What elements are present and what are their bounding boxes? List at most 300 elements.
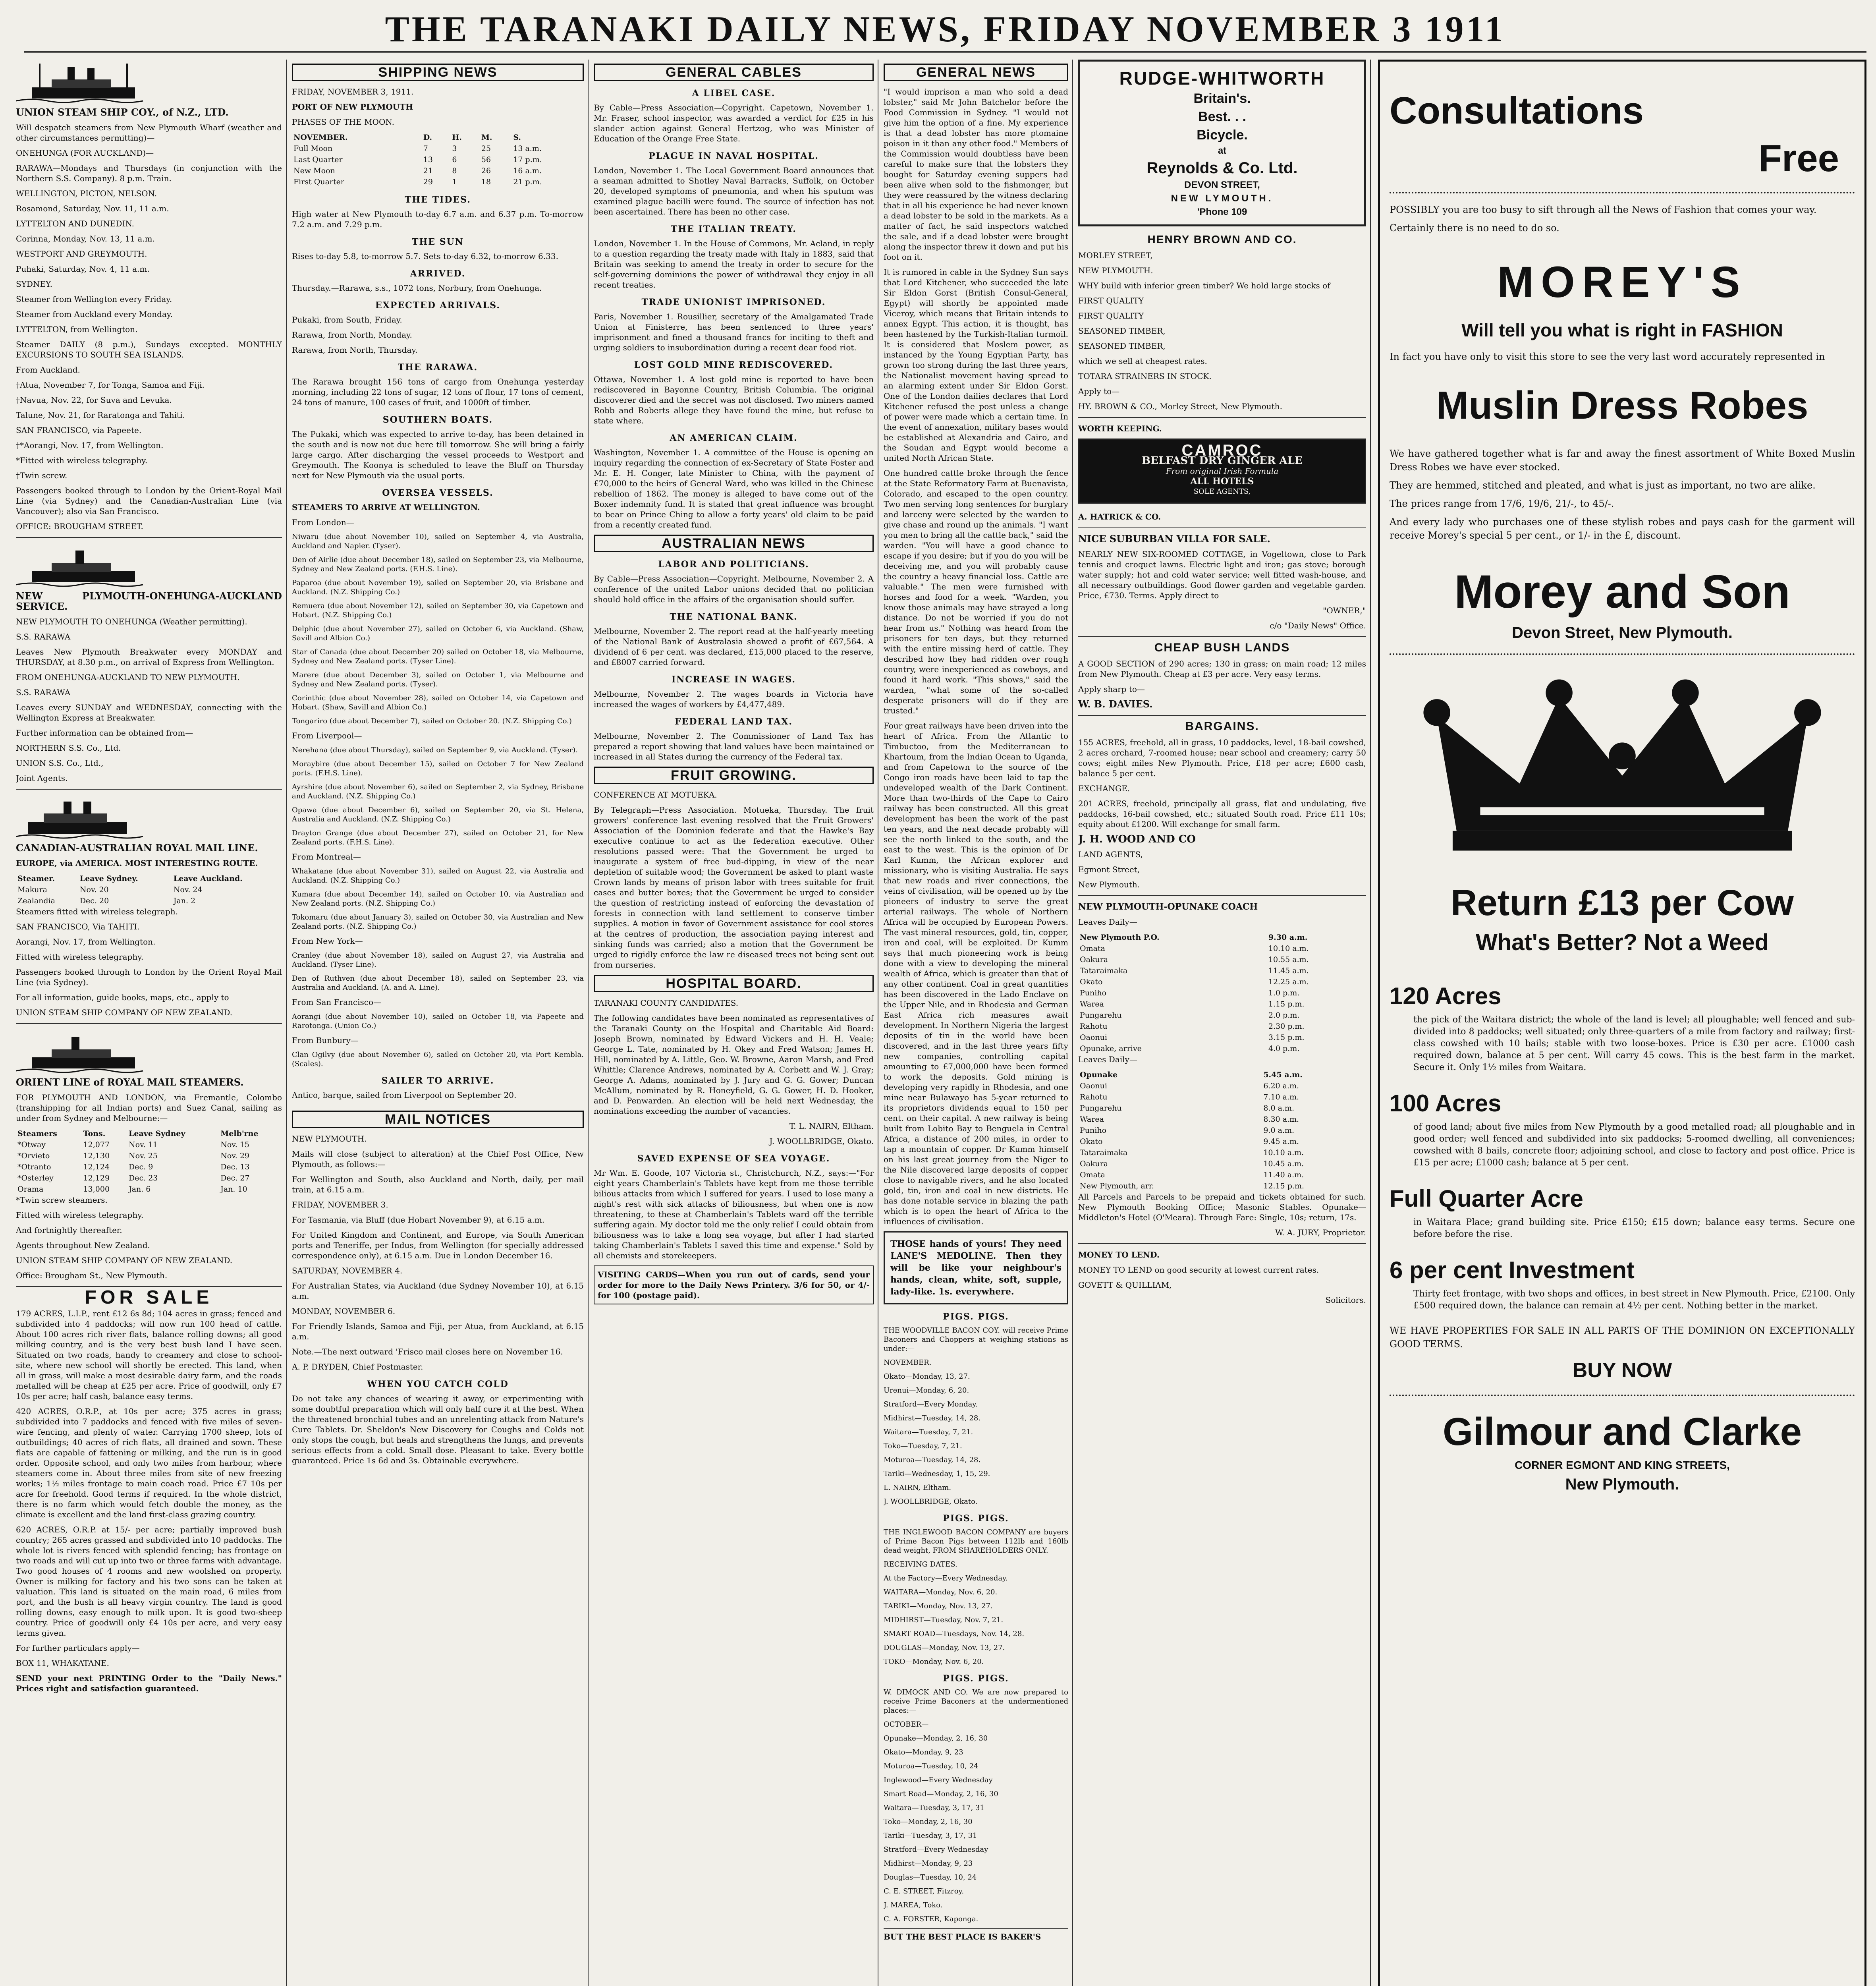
canadian-title: CANADIAN-AUSTRALIAN ROYAL MAIL LINE. — [16, 842, 258, 854]
table-cell: New Plymouth, arr. — [1080, 1182, 1154, 1190]
pigs-line: Okato—Monday, 13, 27. — [884, 1372, 970, 1381]
mail-text — [292, 1149, 584, 1372]
from-liverpool: From Liverpool— — [292, 731, 362, 740]
pigs-line: MIDHIRST—Tuesday, Nov. 7, 21. — [884, 1616, 1004, 1624]
table-cell: 10.55 a.m. — [1268, 955, 1309, 964]
coach-proprietor: W. A. JURY, Proprietor. — [1275, 1228, 1366, 1237]
orient-text — [16, 1195, 282, 1281]
route-line: OFFICE: BROUGHAM STREET. — [16, 522, 143, 531]
table-cell: 12,077 — [83, 1140, 110, 1149]
morey-and-son: Morey and Son — [1454, 566, 1790, 618]
service-line: SAN FRANCISCO, Via TAHITI. — [16, 922, 140, 931]
table-row — [1078, 1080, 1366, 1092]
table-cell: Nov. 15 — [220, 1140, 250, 1149]
table-cell: Jan. 6 — [129, 1185, 151, 1194]
vessel-line: Ayrshire (due about November 6), sailed on September 2, via Sydney, Brisbane and Auckland. (N.Z. Shipping Co.) — [292, 783, 584, 800]
hospital-text: The following candidates have been nominated as representatives of the Taranaki County on the Hospital and Charitable Aid Board: Joseph Brown, nominated by Edward Vickers and H. H. Veale; George L. Tate, nominated by H. Okey and Fred Watson; James H. Hill, nominated by A. Little, Geo. W. Browne, Aaron Marsh, and Fred Whittle; Clarence Andrews, nominated by A. Corbett and W. J. Gray; George A. Adams, nominated by J. Jury and G. G. Gower; Duncan McAllum, nominated by R. Honeyfield, G. G. Gower, H. D. Hooker, and D. Penwarden. An election will be held next Wednesday, the nominations exceeding the number of vacancies. — [594, 1013, 874, 1116]
divider — [16, 1023, 282, 1024]
table-cell: New Plymouth P.O. — [1080, 933, 1160, 942]
for-sale-title: FOR SALE — [85, 1287, 213, 1308]
morey-gilmour-ad-column — [1378, 60, 1866, 1986]
pigs-line: DOUGLAS—Monday, Nov. 13, 27. — [884, 1644, 1005, 1652]
route-line: RARAWA—Mondays and Thursdays (in conjunction with the Northern S.S. Company). 8 p.m. Train. — [16, 163, 282, 183]
acres-120-title: 120 Acres — [1390, 983, 1502, 1009]
table-cell: Dec. 13 — [220, 1163, 250, 1171]
vessel-line: Cranley (due about November 18), sailed on August 27, via Australia and Auckland. (Tyser Line). — [292, 951, 584, 969]
brown-address: MORLEY STREET, — [1078, 251, 1153, 260]
table-cell: 12,130 — [83, 1151, 110, 1160]
coach-title: NEW PLYMOUTH-OPUNAKE COACH — [1078, 902, 1258, 912]
nominator-2: J. WOOLLBRIDGE, Okato. — [769, 1136, 874, 1146]
table-cell: First Quarter — [293, 178, 344, 186]
morey-address: Devon Street, New Plymouth. — [1512, 624, 1733, 641]
divider — [1390, 1395, 1855, 1396]
brown-title: HENRY BROWN AND CO. — [1147, 233, 1297, 245]
steamship-icon — [16, 1030, 282, 1077]
rudge-line: Best. . . — [1198, 109, 1246, 124]
article-body: Paris, November 1. Rousillier, secretary of the Amalgamated Trade Union at Finisterre, has been sentenced to three years' imprisonment and fined a thousand francs for inciting to theft and urging soldiers to insubordination during a recent dear food riot. — [594, 312, 874, 352]
vessel-line: Delphic (due about November 27), sailed on October 6, via Auckland. (Shaw, Savill and Albion Co.) — [292, 625, 584, 642]
route-line: ONEHUNGA (FOR AUCKLAND)— — [16, 148, 154, 158]
table-row — [1078, 943, 1366, 954]
table-row — [16, 1150, 282, 1161]
route-line: LYTTELTON AND DUNEDIN. — [16, 219, 134, 228]
vessel-line: Drayton Grange (due about December 27), sailed on October 21, for New Zealand ports. (F.H.S. Line). — [292, 829, 584, 846]
service-line: For all information, guide books, maps, etc., apply to — [16, 993, 229, 1002]
divider — [1078, 715, 1366, 716]
article-body: Melbourne, November 2. The report read at the half-yearly meeting of the National Bank of Australasia showed a profit of £67,564. A dividend of 6 per cent. was declared, £15,000 placed to the reserve, and £8007 carried forward. — [594, 626, 874, 667]
table-cell: 56 — [481, 155, 491, 164]
sailer-heading: SAILER TO ARRIVE. — [381, 1076, 494, 1086]
fruit-title: FRUIT GROWING. — [594, 767, 874, 784]
pigs-line: THE INGLEWOOD BACON COMPANY are buyers of Prime Bacon Pigs between 112lb and 160lb dead weight, FROM SHAREHOLDERS ONLY. — [884, 1528, 1068, 1555]
route-line: Steamer DAILY (8 p.m.), Sundays excepted. MONTHLY EXCURSIONS TO SOUTH SEA ISLANDS. — [16, 340, 282, 359]
table-cell: Warea — [1080, 1000, 1104, 1008]
news-paragraph: It is rumored in cable in the Sydney Sun says that Lord Kitchener, who succeeded the late Sir Eldon Gorst (British Consul-General, Egypt) will shortly be appointed made Viceroy, which means that Britain intends to annex Egypt. This action, it is thought, has been hastened by the Turkish-Italian turmoil. It is considered that Moslem power, as instanced by the Young Egyptian Party, has grown too strong during the last three years, the Nationalist movement having spread to an alarming extent under Sir Eldon Gorst. One of the London dailies declares that Lord Kitchener refused the post unless a change of power were made which a certain time. In the event of annexation, military bases would be established at Alexandria and Cairo, and the Soudan and Egypt would become a united North African State. — [884, 267, 1068, 463]
service-line: Office: Brougham St., New Plymouth. — [16, 1271, 168, 1280]
news-paragraph: "I would imprison a man who sold a dead lobster," said Mr John Batchelor before the Food Commission in Sydney. "I would not give him the option of a fine. My experience is that a dead lobster has more ptomaine poison in it than any other food." Members of the Commission would doubtless have been careful to make sure that the lobsters they bought for Saturday evening suppers had been alive when sold to the fishmonger, but they were reassured by the witness declaring that in all his experience he had never known a dead lobster to be sold in the markets. As a matter of fact, he said inspectors watched the sale, and if a dead lobster were brought along the inspector threw it down and put his foot on it. — [884, 87, 1068, 262]
route-line: SAN FRANCISCO, via Papeete. — [16, 425, 142, 435]
table-cell: Nov. 24 — [173, 885, 203, 894]
general-news-title: GENERAL NEWS — [884, 64, 1068, 81]
london-list — [292, 532, 584, 726]
table-cell: Nov. 11 — [129, 1140, 158, 1149]
service-line: FROM ONEHUNGA-AUCKLAND TO NEW PLYMOUTH. — [16, 672, 240, 682]
montreal-list — [292, 867, 584, 931]
article-body: London, November 1. In the House of Commons, Mr. Acland, in reply to a question regarding the treaty made with Italy in 1883, said that Britain was seeking to amend the treaty in order to secure for the self-governing dominions the power of withdrawal they enjoy in all recent treaties. — [594, 239, 874, 290]
route-line: Steamer from Auckland every Monday. — [16, 309, 173, 319]
service-line: Fitted with wireless telegraphy. — [16, 1210, 144, 1220]
camroc-formula: From original Irish Formula — [1166, 466, 1279, 476]
northern-title: NEW PLYMOUTH-ONEHUNGA-AUCKLAND SERVICE. — [16, 590, 282, 612]
vessel-line: Niwaru (due about November 10), sailed on September 4, via Australia, Auckland and Napier. (Tyser). — [292, 533, 584, 550]
pigs-2-heading: PIGS. PIGS. — [943, 1513, 1009, 1524]
brown-line: SEASONED TIMBER, — [1078, 326, 1166, 336]
table-row — [1078, 1158, 1366, 1169]
moreys-title: MOREY'S — [1497, 258, 1747, 307]
table-cell: 7.10 a.m. — [1263, 1093, 1299, 1101]
table-cell: 9.45 a.m. — [1263, 1137, 1299, 1146]
article-heading: THE ITALIAN TREATY. — [671, 224, 797, 234]
table-cell: 2.0 p.m. — [1268, 1011, 1300, 1020]
canadian-subtitle: EUROPE, via AMERICA. MOST INTERESTING ROUTE. — [16, 858, 258, 868]
table-row — [1078, 932, 1366, 943]
rudge-line: Bicycle. — [1197, 128, 1248, 143]
shipping-date: FRIDAY, NOVEMBER 3, 1911. — [292, 87, 414, 97]
divider — [1078, 417, 1366, 418]
pigs-line: Douglas—Tuesday, 10, 24 — [884, 1873, 977, 1882]
villa-office: c/o "Daily News" Office. — [1270, 621, 1366, 630]
bargains-text — [1078, 737, 1366, 829]
table-row — [1078, 1092, 1366, 1103]
australian-list — [594, 559, 874, 762]
vessel-line: Den of Ruthven (due about December 18), sailed on September 23, via Australia and Auckland. (A. and A. Line). — [292, 974, 584, 992]
table-cell: Makura — [17, 885, 47, 894]
table-row — [1078, 1114, 1366, 1125]
masthead — [24, 7, 1866, 53]
service-line: Leaves New Plymouth Breakwater every MONDAY and THURSDAY, at 8.30 p.m., on arrival of Express from Wellington. — [16, 647, 282, 667]
table-cell: 13 — [423, 155, 433, 164]
route-line: Steamer from Wellington every Friday. — [16, 294, 172, 304]
brown-line: SEASONED TIMBER, — [1078, 341, 1166, 351]
camroc-product: BELFAST DRY GINGER ALE — [1142, 455, 1303, 467]
tides-text: High water at New Plymouth to-day 6.7 a.m. and 6.37 p.m. To-morrow 7.2 a.m. and 7.29 p.m. — [292, 209, 584, 229]
pigs-line: Waitara—Tuesday, 7, 21. — [884, 1428, 973, 1436]
liverpool-list — [292, 746, 584, 847]
route-line: Talune, Nov. 21, for Raratonga and Tahiti. — [16, 410, 185, 420]
table-cell: 8.0 a.m. — [1263, 1104, 1295, 1113]
table-cell: *Osterley — [17, 1174, 54, 1182]
rarawa-text: The Rarawa brought 156 tons of cargo from Onehunga yesterday morning, including 22 tons of sugar, 12 tons of flour, 17 tons of cement, 24 tons of manure, 100 cases of fruit, and 1000ft of timber. — [292, 377, 584, 407]
camroc-ad — [1078, 439, 1366, 504]
from-bunbury: From Bunbury— — [292, 1036, 359, 1045]
route-line: Rosamond, Saturday, Nov. 11, 11 a.m. — [16, 204, 169, 213]
pigs-line: Tariki—Tuesday, 3, 17, 31 — [884, 1831, 977, 1840]
table-row — [1078, 976, 1366, 987]
service-line: *Twin screw steamers. — [16, 1195, 108, 1205]
table-row — [16, 1184, 282, 1195]
pigs-3-text — [884, 1688, 1068, 1924]
table-cell: 2.30 p.m. — [1268, 1022, 1305, 1031]
hospital-title: HOSPITAL BOARD. — [594, 975, 874, 992]
table-cell: *Otranto — [17, 1163, 51, 1171]
mail-line: For Friendly Islands, Samoa and Fiji, per Atua, from Auckland, at 6.15 a.m. — [292, 1321, 584, 1341]
brown-line: HY. BROWN & CO., Morley Street, New Plymouth. — [1078, 402, 1282, 411]
table-cell: Pungarehu — [1080, 1011, 1122, 1020]
buy-now: BUY NOW — [1572, 1359, 1672, 1382]
phases-heading: PHASES OF THE MOON. — [292, 117, 394, 127]
crown-icon — [1390, 665, 1855, 863]
table-cell: Orama — [17, 1185, 44, 1194]
rudge-whitworth-ad — [1078, 60, 1366, 226]
route-line: From Auckland. — [16, 365, 80, 375]
service-line: UNION STEAM SHIP COMPANY OF NEW ZEALAND. — [16, 1008, 233, 1017]
brown-line: WHY build with inferior green timber? We hold large stocks of — [1078, 281, 1330, 290]
pigs-line: Tariki—Wednesday, 1, 15, 29. — [884, 1470, 990, 1478]
table-row — [1078, 1136, 1366, 1147]
pigs-line: WAITARA—Monday, Nov. 6, 20. — [884, 1588, 998, 1596]
table-cell: 13,000 — [83, 1185, 110, 1194]
article-body: Melbourne, November 2. The Commissioner of Land Tax has prepared a report showing that land values have been maintained or increased in all States during the currency of the Federal tax. — [594, 731, 874, 761]
gilmour-and-clarke: Gilmour and Clarke — [1442, 1410, 1802, 1453]
divider — [16, 537, 282, 538]
column-general-cables — [594, 60, 874, 1986]
visiting-cards-ad: VISITING CARDS—When you run out of cards, send your order for more to the Daily News Printery. 3/6 for 50, or 4/- for 100 (postage paid). — [594, 1265, 874, 1304]
properties-notice: WE HAVE PROPERTIES FOR SALE IN ALL PARTS OF THE DOMINION ON EXCEPTIONALLY GOOD TERMS. — [1390, 1325, 1855, 1350]
general-cables-title: GENERAL CABLES — [594, 64, 874, 81]
table-cell: 12.15 p.m. — [1263, 1182, 1305, 1190]
pigs-line: J. MAREA, Toko. — [884, 1901, 943, 1909]
pigs-line: Toko—Tuesday, 7, 21. — [884, 1442, 962, 1450]
rudge-phone: 'Phone 109 — [1197, 207, 1247, 217]
brown-address: NEW PLYMOUTH. — [1078, 266, 1153, 275]
mail-line: A. P. DRYDEN, Chief Postmaster. — [292, 1362, 423, 1372]
table-cell: 21 p.m. — [513, 178, 542, 186]
article-heading: INCREASE IN WAGES. — [671, 674, 796, 685]
table-cell: Melb'rne — [220, 1129, 259, 1138]
article-heading: TRADE UNIONIST IMPRISONED. — [641, 297, 826, 307]
rudge-line: DEVON STREET, — [1184, 180, 1260, 190]
vessel-line: Kumara (due about December 14), sailed on October 10, via Australian and New Zealand ports. (N.Z. Shipping Co.) — [292, 890, 584, 908]
vessel-line: Tongariro (due about December 7), sailed on October 20. (N.Z. Shipping Co.) — [292, 717, 572, 725]
villa-title: NICE SUBURBAN VILLA FOR SALE. — [1078, 533, 1270, 545]
table-cell: Jan. 2 — [173, 896, 196, 905]
vessel-line: Star of Canada (due about December 20) sailed on October 18, via Melbourne, Sydney and New Zealand ports. (Tyser Line). — [292, 648, 584, 665]
cold-heading: WHEN YOU CATCH COLD — [367, 1379, 509, 1389]
sf-list — [292, 1012, 584, 1030]
wood-line: Egmont Street, — [1078, 865, 1140, 874]
moreys-text: In fact you have only to visit this store to see the very last word accurately represented in — [1390, 351, 1825, 362]
muslin-title: Muslin Dress Robes — [1436, 383, 1808, 427]
expected-line: Rarawa, from North, Thursday. — [292, 345, 418, 355]
table-row — [16, 873, 282, 884]
route-line: †Atua, November 7, for Tonga, Samoa and Fiji. — [16, 380, 205, 390]
pigs-line: L. NAIRN, Eltham. — [884, 1484, 952, 1492]
table-cell: Omata — [1080, 1171, 1105, 1179]
table-row — [1078, 1069, 1366, 1080]
expected-heading: EXPECTED ARRIVALS. — [375, 300, 501, 311]
article-body: Ottawa, November 1. A lost gold mine is reported to have been rediscovered in Bayonne Country, British Columbia. The original discoverer died and the secret was not disclosed. Two miners named Robb and Roberts allege they have found the mine, but refuse to state where. — [594, 375, 874, 425]
table-cell: 11.40 a.m. — [1263, 1171, 1304, 1179]
sea-heading: SAVED EXPENSE OF SEA VOYAGE. — [637, 1153, 830, 1164]
table-cell: Tons. — [83, 1129, 106, 1138]
pigs-line: SMART ROAD—Tuesdays, Nov. 14, 28. — [884, 1630, 1025, 1638]
route-line: Corinna, Monday, Nov. 13, 11 a.m. — [16, 234, 155, 243]
expected-list — [292, 315, 584, 355]
table-row — [1078, 1125, 1366, 1136]
table-cell: 21 — [423, 166, 433, 175]
gilmour-town: New Plymouth. — [1565, 1476, 1679, 1493]
service-line: S.S. RARAWA — [16, 688, 71, 697]
table-cell: 1 — [452, 178, 457, 186]
table-cell: S. — [513, 133, 521, 142]
table-cell: 12,129 — [83, 1174, 110, 1182]
arrived-text: Thursday.—Rarawa, s.s., 1072 tons, Norbury, from Onehunga. — [292, 283, 542, 293]
gilmour-address: CORNER EGMONT AND KING STREETS, — [1515, 1459, 1730, 1471]
table-cell: Nov. 20 — [79, 885, 109, 894]
pigs-line: Toko—Monday, 2, 16, 30 — [884, 1818, 973, 1826]
table-cell: 1.0 p.m. — [1268, 989, 1300, 997]
column-advertisements — [1078, 60, 1366, 1986]
table-cell: Dec. 27 — [220, 1174, 250, 1182]
printing-notice: SEND your next PRINTING Order to the "Daily News." Prices right and satisfaction guaranteed. — [16, 1673, 282, 1693]
steamship-icon — [16, 60, 282, 107]
mail-line: For Australian States, via Auckland (due Sydney November 10), at 6.15 a.m. — [292, 1281, 584, 1301]
table-cell: Jan. 10 — [220, 1185, 247, 1194]
rarawa-heading: THE RARAWA. — [398, 362, 478, 373]
table-row — [1078, 1180, 1366, 1192]
table-cell: M. — [481, 133, 492, 142]
table-cell: Dec. 20 — [79, 896, 109, 905]
table-cell: 6.20 a.m. — [1263, 1082, 1299, 1090]
table-cell: Oaonui — [1080, 1033, 1107, 1042]
table-cell: Oakura — [1080, 1159, 1108, 1168]
column-shipping-ads — [16, 60, 282, 1986]
table-cell: Zealandia — [17, 896, 55, 905]
article-body: Melbourne, November 2. The wages boards in Victoria have increased the wages of workers by £4,477,489. — [594, 689, 874, 709]
table-cell: Steamer. — [17, 874, 55, 883]
wood-name: J. H. WOOD AND CO — [1078, 833, 1196, 845]
column-shipping-news — [292, 60, 584, 1986]
brown-line: FIRST QUALITY — [1078, 311, 1144, 321]
table-cell: 12.25 a.m. — [1268, 978, 1309, 986]
vessel-line: Tokomaru (due about January 3), sailed on October 30, via Australian and New Zealand ports. (N.Z. Shipping Co.) — [292, 913, 584, 931]
rudge-line: at — [1218, 145, 1227, 156]
pigs-line: W. DIMOCK AND CO. We are now prepared to receive Prime Baconers at the undermentioned places:— — [884, 1688, 1068, 1715]
brown-line: TOTARA STRAINERS IN STOCK. — [1078, 371, 1212, 381]
table-cell: Okato — [1080, 1137, 1103, 1146]
pigs-3-heading: PIGS. PIGS. — [943, 1673, 1009, 1684]
table-cell: Tataraimaka — [1080, 1148, 1128, 1157]
service-line: NORTHERN S.S. Co., Ltd. — [16, 743, 121, 753]
pigs-line: THE WOODVILLE BACON COY. will receive Prime Baconers and Choppers at weighing stations as under:— — [884, 1326, 1068, 1353]
article-body: By Cable—Press Association—Copyright. Melbourne, November 2. A conference of the united Labor unions decided that no politician should hold office in the affairs of the organisation should suffer. — [594, 574, 874, 604]
news-paragraph: Four great railways have been driven into the heart of Africa. From the Atlantic to Timbuctoo, from the Mediterranean to Khartoum, from the Indian Ocean to Uganda, and from Capetown to the source of the Congo iron roads have been laid to tap the undeveloped wealth of the Dark Continent. More than two-thirds of the Cape to Cairo railway has been constructed. All this great development has been the work of the past ten years, and the next decade probably will see the north linked to the south, and the east to the west. This is the opinion of Dr Karl Kumm, the African explorer and missionary, who is visiting Australia. He says that new roads and river connections, the veins of civilisation, will be opened up by the pioneers of industry to serve the great arterial railways. The whole of Northern Africa will be occupied by European Powers. The vast mineral resources, gold, tin, copper, iron and coal, will be exploited. Dr Kumm says that much pioneering work is being done with a view to developing the mineral wealth of Africa, which is greater than that of any other continent. Coal in great quantities has been discovered in the Lado Enclave on the Upper Nile, and in Rhodesia and German East Africa rich measures await development. In Northern Nigeria the largest deposits of tin in the world have been discovered, and in the last three years fifty new companies, controlling capital amounting to £7,000,000 have been formed to work the deposits. Gold mining is developing very rapidly in Rhodesia, and one mine near Bulawayo has 5-year returned to its proprietors dividends equal to 150 per cent. on their capital. A new railway is being built from Lobito Bay to Benguela in Central Africa, a distance of 200 miles, in order to tap a mountain of copper. Dr Kumm himself on his last great journey from the Niger to the Nile discovered large deposits of copper close to navigable rivers, and he also located gold, tin, iron and coal in new districts. He has done notable service in blazing the path which is to open the heart of Africa to the influences of civilisation. — [884, 721, 1068, 1226]
column-general-news — [884, 60, 1068, 1986]
pigs-line: C. E. STREET, Fitzroy. — [884, 1887, 964, 1895]
table-row — [1078, 1043, 1366, 1054]
coach-leaves: Leaves Daily— — [1078, 917, 1137, 927]
vessel-line: Whakatane (due about November 31), sailed on August 22, via Australia and Auckland. (N.Z. Shipping Co.) — [292, 867, 584, 885]
table-cell: 5.45 a.m. — [1263, 1070, 1303, 1079]
brown-line: Apply to— — [1078, 386, 1120, 396]
table-cell: 13 a.m. — [513, 144, 542, 153]
sun-text: Rises to-day 5.8, to-morrow 5.7. Sets to-day 6.32, to-morrow 6.33. — [292, 251, 558, 261]
fruit-subtitle: CONFERENCE AT MOTUEKA. — [594, 790, 717, 800]
masthead-title: THE TARANAKI DAILY NEWS, FRIDAY NOVEMBER 3 1911 — [385, 9, 1505, 49]
article-body: Washington, November 1. A committee of the House is opening an inquiry regarding the connection of ex-Secretary of State Foster and Mr. E. H. Conger, late Minister to China, with the payment of £70,000 to the heirs of General Ward, who was killed in the Chinese rebellion of 1862. The money is alleged to have come out of the Boxer indemnity fund. It is stated that great influence was brought to bear on Prince Ching to allow a forty years' old claim to be paid from a recently created fund. — [594, 448, 874, 529]
article-heading: LOST GOLD MINE REDISCOVERED. — [634, 360, 834, 370]
from-sf: From San Francisco— — [292, 997, 382, 1007]
table-row — [292, 176, 584, 187]
table-cell: 10.10 a.m. — [1268, 944, 1309, 953]
service-line: S.S. RARAWA — [16, 632, 71, 641]
arrived-heading: ARRIVED. — [410, 269, 466, 279]
table-cell: Puniho — [1080, 989, 1107, 997]
bargain-line: 201 ACRES, freehold, principally all grass, flat and undulating, five paddocks, 16-bail cowshed, etc.; situated South road. Price £11 10s; equity about £1200. Will exchange for small farm. — [1078, 799, 1366, 829]
table-row — [1078, 1147, 1366, 1158]
table-cell: Leave Sydney — [129, 1129, 185, 1138]
pigs-line: Urenui—Monday, 6, 20. — [884, 1386, 969, 1395]
expected-line: Pukaki, from South, Friday. — [292, 315, 402, 325]
route-line: Passengers booked through to London by the Orient-Royal Mail Line (via Sydney) and the Canadian-Australian Line (via Vancouver); also via San Francisco. — [16, 486, 282, 516]
pigs-line: Stratford—Every Wednesday — [884, 1845, 988, 1854]
steamship-icon — [16, 543, 282, 591]
divider — [1078, 895, 1366, 896]
table-cell: 25 — [481, 144, 491, 153]
port-heading: PORT OF NEW PLYMOUTH — [292, 102, 413, 112]
general-news-text — [884, 87, 1068, 1227]
table-row — [16, 1173, 282, 1184]
muslin-line: We have gathered together what is far and away the finest assortment of White Boxed Muslin Dress Robes we have ever stocked. — [1390, 448, 1855, 473]
table-cell: 6 — [452, 155, 457, 164]
quarter-acre-text: in Waitara Place; grand building site. Price £150; £15 down; balance easy terms. Secure one before before the rise. — [1413, 1217, 1855, 1239]
service-line: UNION STEAM SHIP COMPANY OF NEW ZEALAND. — [16, 1256, 233, 1265]
table-cell: Steamers — [17, 1129, 57, 1138]
table-row — [292, 143, 584, 154]
article-heading: AN AMERICAN CLAIM. — [670, 433, 798, 443]
money-firm: GOVETT & QUILLIAM, — [1078, 1280, 1172, 1290]
australian-news-title: AUSTRALIAN NEWS — [594, 535, 874, 552]
orient-title: ORIENT LINE of ROYAL MAIL STEAMERS. — [16, 1076, 244, 1088]
table-cell: Oakura — [1080, 955, 1108, 964]
moreys-subtitle: Will tell you what is right in FASHION — [1461, 320, 1783, 340]
service-line: Fitted with wireless telegraphy. — [16, 952, 144, 962]
oversea-heading: OVERSEA VESSELS. — [382, 488, 494, 498]
mail-line: FRIDAY, NOVEMBER 3. — [292, 1200, 388, 1209]
coach-text: All Parcels and Parcels to be prepaid and tickets obtained for such. New Plymouth Booking Office; Masonic Stables. Opunake—Middleton's Hotel (O'Meara). Through Fare: Single, 10s; return, 17s. — [1078, 1192, 1366, 1222]
table-cell: 3.15 p.m. — [1268, 1033, 1305, 1042]
northern-text — [16, 616, 282, 783]
pigs-line: Stratford—Every Monday. — [884, 1400, 978, 1408]
bush-apply: Apply sharp to— — [1078, 684, 1145, 694]
return-per-cow: Return £13 per Cow — [1451, 883, 1794, 923]
pigs-line: NOVEMBER. — [884, 1358, 932, 1367]
route-line: Puhaki, Saturday, Nov. 4, 11 a.m. — [16, 264, 150, 274]
column-rule — [286, 60, 287, 1986]
camroc-agents: SOLE AGENTS, — [1193, 487, 1251, 496]
coach-leaves: Leaves Daily— — [1078, 1055, 1137, 1064]
worth-keeping: WORTH KEEPING. — [1078, 424, 1162, 433]
table-row — [1078, 999, 1366, 1010]
bush-lands-text: A GOOD SECTION of 290 acres; 130 in grass; on main road; 12 miles from New Plymouth. Cheap at £3 per acre. Very easy terms. — [1078, 659, 1366, 679]
investment-title: 6 per cent Investment — [1390, 1257, 1635, 1283]
pigs-line: At the Factory—Every Wednesday. — [884, 1574, 1008, 1582]
mail-line: For United Kingdom and Continent, and Europe, via South American ports and Teneriffe, per Indus, from Wellington (for specially addressed correspondence only), at 6.15 a.m. Due in London December 16. — [292, 1230, 584, 1260]
article-heading: FEDERAL LAND TAX. — [674, 717, 793, 727]
vessel-line: Remuera (due about November 12), sailed on September 30, via Capetown and Hobart. (N.Z. Shipping Co.) — [292, 602, 584, 619]
table-cell: 8.30 a.m. — [1263, 1115, 1299, 1124]
table-row — [1078, 1021, 1366, 1032]
pigs-line: Moturoa—Tuesday, 14, 28. — [884, 1456, 981, 1464]
orient-intro: FOR PLYMOUTH AND LONDON, via Fremantle, Colombo (transhipping for all Indian ports) and Suez Canal, sailing as under from Sydney and Melbourne:— — [16, 1093, 282, 1123]
pigs-line: TARIKI—Monday, Nov. 13, 27. — [884, 1602, 993, 1610]
table-cell: 18 — [481, 178, 491, 186]
table-row — [1078, 1103, 1366, 1114]
article-heading: PLAGUE IN NAVAL HOSPITAL. — [648, 151, 819, 161]
table-cell: Nov. 29 — [220, 1151, 250, 1160]
table-row — [1078, 987, 1366, 999]
pigs-line: TOKO—Monday, Nov. 6, 20. — [884, 1658, 984, 1666]
sale-listing: 179 ACRES, L.I.P., rent £12 6s 8d; 104 acres in grass; fenced and subdivided into 4 paddocks; will now run 100 head of cattle. About 100 acres rich river flats, balance rolling downs; all good milking country, and is the very best bush land I have seen. Situated on two roads, handy to creamery and close to school-site, where new school will shortly be erected. This land, when all in grass, will make a most desirable dairy farm, and the roads metalled will be cheap at £25 per acre. Price of goodwill, only £7 10s per acre; half cash, balance easy terms. — [16, 1309, 282, 1401]
sale-listing: 420 ACRES, O.R.P., at 10s per acre; 375 acres in grass; subdivided into 7 paddocks and fenced with five miles of seven-wire fencing, and plenty of water. Carrying 1700 sheep, lots of outbuildings; 40 acres of rich flats, all drained and sown. These flats are capable of fattening or milking, and the run is in good order. Opposite school, and only two miles from harbour, where steamers come in. About three miles from site of new freezing works; 1½ miles frontage to main coach road. Price £7 10s per acre for freehold. Good terms if required. In the whole district, there is no farm which would fetch double the money, as the climate is excellent and the land first-class grazing country. — [16, 1406, 282, 1519]
table-cell: 4.0 p.m. — [1268, 1044, 1300, 1053]
table-cell: Dec. 23 — [129, 1174, 158, 1182]
brown-text — [1078, 280, 1366, 411]
sale-listing: 620 ACRES, O.R.P. at 15/- per acre; partially improved bush country; 265 acres grassed and subdivided into 10 paddocks. The whole lot is rivers fenced with splendid fencing; has frontage on two roads and will cut up into two or three farms with advantage. Two good houses of 4 rooms and new woolshed on property. Owner is milking for factory and his two sons can be taken at valuation. This land is situated on the main road, 6 miles from port, and the bush is all heavy virgin country. The land is good rolling downs, easy enough to milk upon. It is good two-sheep country. Price of goodwill only £4 10s per acre, and very easy terms given. — [16, 1525, 282, 1638]
baker-notice: BUT THE BEST PLACE IS BAKER'S — [884, 1928, 1068, 1942]
steamship-icon — [16, 795, 282, 843]
